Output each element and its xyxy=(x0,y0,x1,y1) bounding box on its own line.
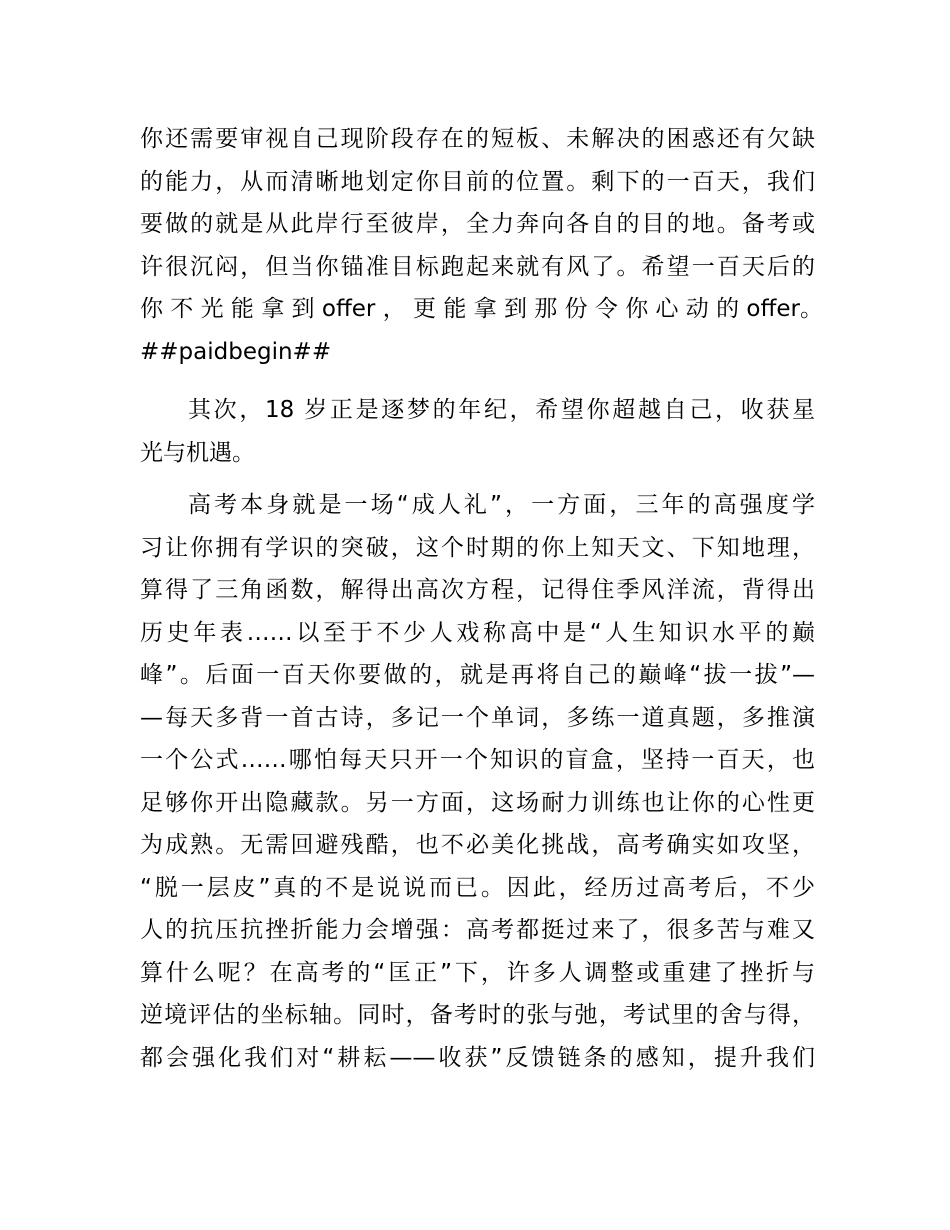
text-line: 人的抗压抗挫折能力会增强：高考都挺过来了，很多苦与难又 xyxy=(140,917,815,943)
text-line: 一个公式……哪怕每天只开一个知识的盲盒，坚持一百天，也 xyxy=(140,747,815,773)
text-line: 习让你拥有学识的突破，这个时期的你上知天文、下知地理， xyxy=(140,534,815,561)
text-line: 算得了三角函数，解得出高次方程，记得住季风洋流，背得出 xyxy=(140,577,815,603)
text-line: —每天多背一首古诗，多记一个单词，多练一道真题，多推演 xyxy=(140,704,815,731)
text-line: 高考本身就是一场“成人礼”，一方面，三年的高强度学 xyxy=(188,492,815,518)
text-line: 逆境评估的坐标轴。同时，备考时的张与弛，考试里的舍与得， xyxy=(140,1002,815,1028)
text-line: 为成熟。无需回避残酷，也不必美化挑战，高考确实如攻坚， xyxy=(140,832,815,858)
paragraph-2 xyxy=(140,389,815,474)
text-line: “脱一层皮”真的不是说说而已。因此，经历过高考后，不少 xyxy=(140,874,815,901)
text-line: 算什么呢？在高考的“匡正”下，许多人调整或重建了挫折与 xyxy=(140,959,815,986)
text-line: 许很沉闷，但当你锚准目标跑起来就有风了。希望一百天后的 xyxy=(140,253,815,280)
text-line: 的能力，从而清晰地划定你目前的位置。剩下的一百天，我们 xyxy=(140,168,815,195)
text-line: 要做的就是从此岸行至彼岸，全力奔向各自的目的地。备考或 xyxy=(140,211,815,237)
text-line: 其次，18 岁正是逐梦的年纪，希望你超越自己，收获星 xyxy=(188,397,815,423)
text-line: 峰”。后面一百天你要做的，就是再将自己的巅峰“拔一拔”— xyxy=(140,662,815,688)
paid-marker: ##paidbegin## xyxy=(140,338,332,365)
text-line: 都会强化我们对“耕耘——收获”反馈链条的感知，提升我们 xyxy=(140,1044,815,1071)
text-line: 光与机遇。 xyxy=(140,439,255,466)
text-line: 历史年表……以至于不少人戏称高中是“人生知识水平的巅 xyxy=(140,619,815,646)
paragraph-1 xyxy=(140,118,823,373)
text-line: 你 不 光 能 拿 到 offer ， 更 能 拿 到 那 份 令 你 心 动 的 offer。 xyxy=(140,296,823,322)
paragraph-3 xyxy=(140,484,815,1079)
text-line: 足够你开出隐藏款。另一方面，这场耐力训练也让你的心性更 xyxy=(140,789,815,816)
text-line: 你还需要审视自己现阶段存在的短板、未解决的困惑还有欠缺 xyxy=(140,126,815,152)
